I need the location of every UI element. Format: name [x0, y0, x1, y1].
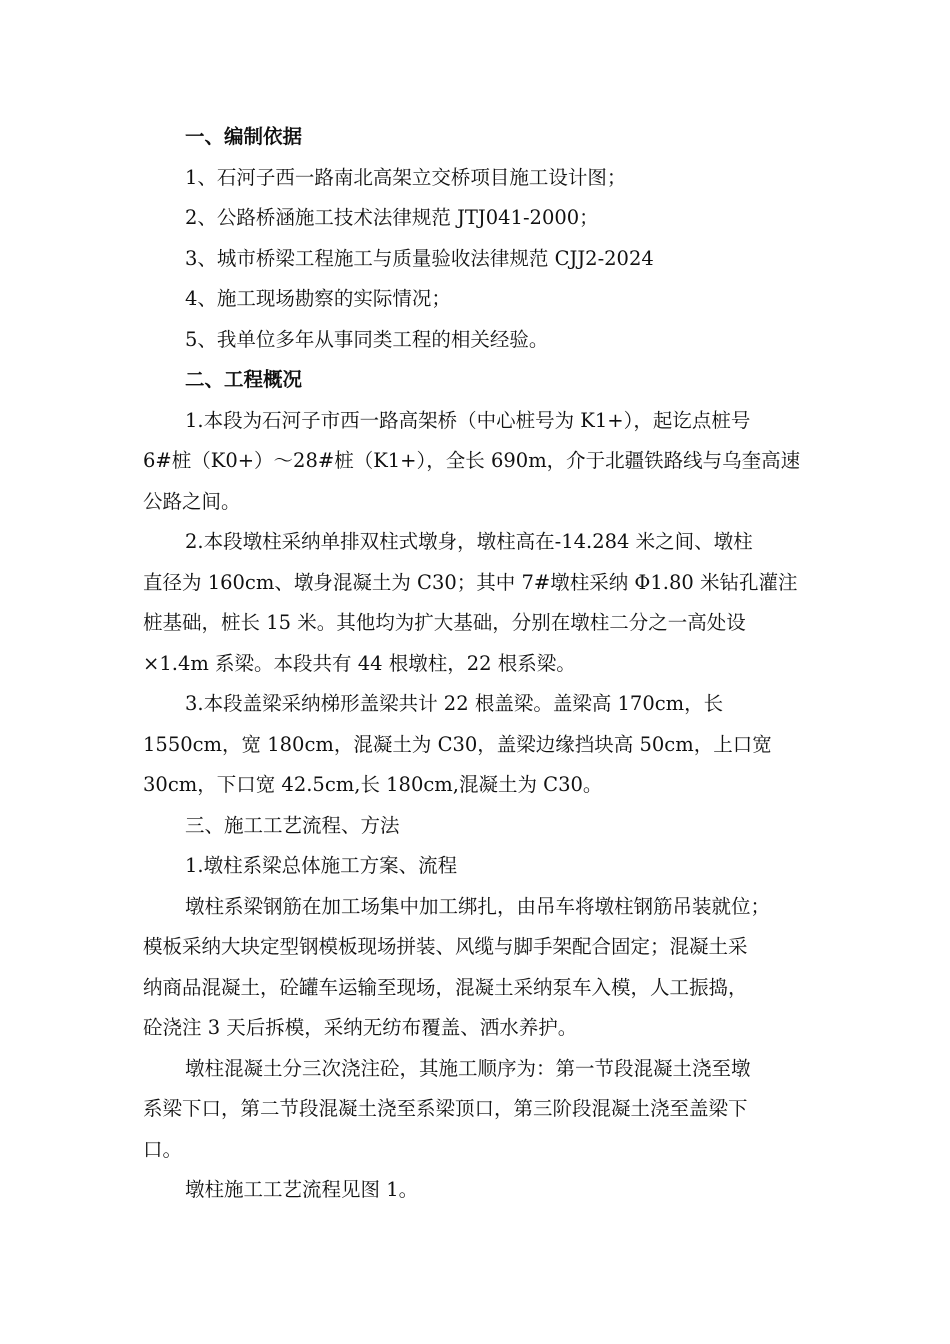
process-p2-line-3: 口。 — [143, 1137, 183, 1161]
process-p2-line-2: 系梁下口，第二节段混凝土浇至系梁顶口，第三阶段混凝土浇至盖梁下 — [143, 1097, 748, 1120]
process-p2-line-1: 墩柱混凝土分三次浇注砼，其施工顺序为：第一节段混凝土浇至墩 — [185, 1056, 751, 1080]
process-p1-line-2: 模板采纳大块定型钢模板现场拼装、风缆与脚手架配合固定；混凝土采 — [143, 935, 748, 958]
basis-item-2: 2、公路桥涵施工技术法律规范 JTJ041-2000； — [185, 206, 599, 229]
overview-p3-line-1: 3.本段盖梁采纳梯形盖梁共计 22 根盖梁。盖梁高 170cm，长 — [185, 692, 724, 715]
basis-item-4: 4、施工现场勘察的实际情况； — [185, 287, 451, 310]
overview-p1-line-3: 公路之间。 — [143, 489, 241, 513]
overview-p2-line-1: 2.本段墩柱采纳单排双柱式墩身，墩柱高在-14.284 米之间、墩柱 — [185, 530, 753, 553]
section-heading-basis: 一、编制依据 — [185, 125, 303, 148]
process-subheading: 1.墩柱系梁总体施工方案、流程 — [185, 854, 458, 877]
overview-p3-line-2: 1550cm，宽 180cm，混凝土为 C30，盖梁边缘挡块高 50cm，上口宽 — [143, 732, 772, 756]
basis-item-5: 5、我单位多年从事同类工程的相关经验。 — [185, 327, 549, 351]
process-p1-line-4: 砼浇注 3 天后拆模，采纳无纺布覆盖、洒水养护。 — [143, 1016, 578, 1039]
overview-p2-line-2: 直径为 160cm、墩身混凝土为 C30；其中 7#墩柱采纳 Φ1.80 米钻孔灌注 — [143, 570, 798, 594]
overview-p1-line-2: 6#桩（K0+）～28#桩（K1+），全长 690m，介于北疆铁路线与乌奎高速 — [143, 449, 801, 472]
process-p1-line-3: 纳商品混凝土，砼罐车运输至现场，混凝土采纳泵车入模，人工振捣， — [143, 975, 748, 999]
process-p1-line-1: 墩柱系梁钢筋在加工场集中加工绑扎，由吊车将墩柱钢筋吊装就位； — [185, 894, 771, 918]
overview-p3-line-3: 30cm，下口宽 42.5cm,长 180cm,混凝土为 C30。 — [143, 773, 603, 796]
section-heading-overview: 二、工程概况 — [185, 368, 303, 391]
basis-item-3: 3、城市桥梁工程施工与质量验收法律规范 CJJ2-2024 — [185, 246, 654, 270]
section-heading-process: 三、施工工艺流程、方法 — [185, 813, 400, 837]
overview-p2-line-4: ×1.4m 系梁。本段共有 44 根墩柱，22 根系梁。 — [143, 651, 576, 675]
overview-p2-line-3: 桩基础，桩长 15 米。其他均为扩大基础，分别在墩柱二分之一高处设 — [143, 611, 746, 634]
basis-item-1: 1、石河子西一路南北高架立交桥项目施工设计图； — [185, 165, 627, 189]
document-page — [143, 117, 843, 1211]
overview-p1-line-1: 1.本段为石河子市西一路高架桥（中心桩号为 K1+），起讫点桩号 — [185, 408, 751, 432]
process-p3: 墩柱施工工艺流程见图 1。 — [185, 1178, 419, 1201]
